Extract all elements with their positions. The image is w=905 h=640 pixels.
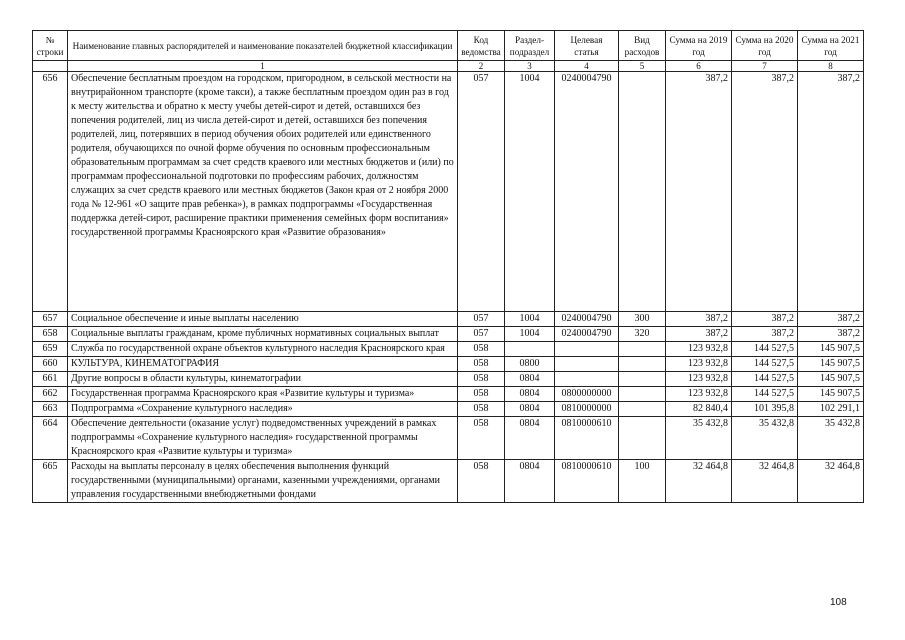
colnum-6: 6 <box>666 61 732 72</box>
row-sum-2019: 35 432,8 <box>666 417 732 460</box>
row-vedomstvo: 058 <box>458 387 505 402</box>
row-number: 659 <box>33 342 68 357</box>
row-number: 664 <box>33 417 68 460</box>
row-sum-2021: 145 907,5 <box>798 357 864 372</box>
table-row <box>33 402 864 417</box>
row-statya: 0800000000 <box>555 387 619 402</box>
row-sum-2019: 32 464,8 <box>666 460 732 503</box>
row-sum-2020: 32 464,8 <box>732 460 798 503</box>
header-row-number: № строки <box>33 31 68 61</box>
row-sum-2019: 123 932,8 <box>666 357 732 372</box>
row-vid: 300 <box>619 312 666 327</box>
colnum-8: 8 <box>798 61 864 72</box>
row-sum-2019: 387,2 <box>666 312 732 327</box>
page-number: 108 <box>830 597 847 608</box>
row-sum-2021: 145 907,5 <box>798 372 864 387</box>
colnum-1: 1 <box>68 61 458 72</box>
row-sum-2021: 387,2 <box>798 327 864 342</box>
table-row <box>33 387 864 402</box>
row-number: 658 <box>33 327 68 342</box>
row-sum-2021: 145 907,5 <box>798 342 864 357</box>
row-vedomstvo: 058 <box>458 357 505 372</box>
row-vid <box>619 372 666 387</box>
row-vedomstvo: 057 <box>458 312 505 327</box>
row-statya: 0810000000 <box>555 402 619 417</box>
row-razdel: 1004 <box>505 72 555 312</box>
row-statya <box>555 357 619 372</box>
row-statya: 0240004790 <box>555 312 619 327</box>
row-vid <box>619 402 666 417</box>
header-razdel: Раздел-подраздел <box>505 31 555 61</box>
row-razdel: 0804 <box>505 387 555 402</box>
row-statya <box>555 342 619 357</box>
table-row <box>33 357 864 372</box>
row-razdel: 1004 <box>505 312 555 327</box>
row-sum-2020: 387,2 <box>732 312 798 327</box>
row-name: Подпрограмма «Сохранение культурного наследия» <box>68 402 458 417</box>
column-number-row <box>33 61 864 72</box>
row-razdel: 1004 <box>505 327 555 342</box>
row-vid: 320 <box>619 327 666 342</box>
row-sum-2021: 145 907,5 <box>798 387 864 402</box>
row-sum-2019: 82 840,4 <box>666 402 732 417</box>
row-razdel: 0804 <box>505 402 555 417</box>
row-name: КУЛЬТУРА, КИНЕМАТОГРАФИЯ <box>68 357 458 372</box>
row-name: Обеспечение деятельности (оказание услуг) подведомственных учреждений в рамках подпрограммы «Сохранение культурного наследия» государственной программы Красноярского края «Развитие культуры и туризма» <box>68 417 458 460</box>
row-sum-2020: 144 527,5 <box>732 387 798 402</box>
table-row <box>33 460 864 503</box>
row-vid <box>619 387 666 402</box>
colnum-4: 4 <box>555 61 619 72</box>
row-sum-2019: 387,2 <box>666 72 732 312</box>
row-name: Расходы на выплаты персоналу в целях обеспечения выполнения функций государственными (муниципальными) органами, казенными учреждениями, органами управления государственными внебюджетными фондами <box>68 460 458 503</box>
row-name: Социальные выплаты гражданам, кроме публичных нормативных социальных выплат <box>68 327 458 342</box>
row-sum-2019: 387,2 <box>666 327 732 342</box>
row-number: 663 <box>33 402 68 417</box>
table-row <box>33 417 864 460</box>
row-sum-2021: 387,2 <box>798 312 864 327</box>
header-row <box>33 31 864 61</box>
row-sum-2020: 101 395,8 <box>732 402 798 417</box>
header-statya: Целевая статья <box>555 31 619 61</box>
row-vedomstvo: 057 <box>458 72 505 312</box>
budget-table <box>32 30 864 503</box>
header-name: Наименование главных распорядителей и наименование показателей бюджетной классификации <box>68 31 458 61</box>
colnum-2: 2 <box>458 61 505 72</box>
row-number: 665 <box>33 460 68 503</box>
row-razdel: 0804 <box>505 460 555 503</box>
row-statya: 0240004790 <box>555 72 619 312</box>
row-vid: 100 <box>619 460 666 503</box>
row-razdel: 0804 <box>505 417 555 460</box>
row-name: Социальное обеспечение и иные выплаты населению <box>68 312 458 327</box>
row-sum-2020: 144 527,5 <box>732 372 798 387</box>
row-sum-2021: 32 464,8 <box>798 460 864 503</box>
row-vedomstvo: 057 <box>458 327 505 342</box>
row-name: Государственная программа Красноярского края «Развитие культуры и туризма» <box>68 387 458 402</box>
row-razdel: 0800 <box>505 357 555 372</box>
table-row <box>33 372 864 387</box>
row-vid <box>619 357 666 372</box>
header-vedomstvo: Код ведомства <box>458 31 505 61</box>
colnum-3: 3 <box>505 61 555 72</box>
table-row <box>33 342 864 357</box>
colnum-7: 7 <box>732 61 798 72</box>
row-sum-2019: 123 932,8 <box>666 372 732 387</box>
row-vedomstvo: 058 <box>458 372 505 387</box>
row-vedomstvo: 058 <box>458 460 505 503</box>
colnum-5: 5 <box>619 61 666 72</box>
row-number: 660 <box>33 357 68 372</box>
row-statya: 0810000610 <box>555 417 619 460</box>
row-number: 662 <box>33 387 68 402</box>
row-sum-2021: 102 291,1 <box>798 402 864 417</box>
row-sum-2021: 387,2 <box>798 72 864 312</box>
row-vid <box>619 417 666 460</box>
table-row <box>33 327 864 342</box>
row-vedomstvo: 058 <box>458 342 505 357</box>
row-sum-2021: 35 432,8 <box>798 417 864 460</box>
table-row <box>33 312 864 327</box>
row-sum-2019: 123 932,8 <box>666 342 732 357</box>
row-statya: 0240004790 <box>555 327 619 342</box>
row-sum-2020: 35 432,8 <box>732 417 798 460</box>
table-row <box>33 72 864 312</box>
row-sum-2020: 144 527,5 <box>732 342 798 357</box>
row-sum-2020: 387,2 <box>732 327 798 342</box>
row-vid <box>619 342 666 357</box>
colnum-0 <box>33 61 68 72</box>
row-name: Служба по государственной охране объектов культурного наследия Красноярского края <box>68 342 458 357</box>
row-sum-2019: 123 932,8 <box>666 387 732 402</box>
row-vedomstvo: 058 <box>458 417 505 460</box>
row-vedomstvo: 058 <box>458 402 505 417</box>
row-sum-2020: 387,2 <box>732 72 798 312</box>
row-razdel <box>505 342 555 357</box>
header-sum-2020: Сумма на 2020 год <box>732 31 798 61</box>
row-statya <box>555 372 619 387</box>
row-sum-2020: 144 527,5 <box>732 357 798 372</box>
row-number: 661 <box>33 372 68 387</box>
row-number: 656 <box>33 72 68 312</box>
header-sum-2021: Сумма на 2021 год <box>798 31 864 61</box>
header-vid: Вид расходов <box>619 31 666 61</box>
row-name: Другие вопросы в области культуры, кинематографии <box>68 372 458 387</box>
row-name: Обеспечение бесплатным проездом на городском, пригородном, в сельской местности на внутрирайонном транспорте (кроме такси), а также бесплатным проездом один раз в год к месту жительства и обратно к месту учебы детей-сирот и детей, оставшихся без попечения родителей, лиц из числа детей-сирот и детей, оставшихся без попечения родителей, лиц, потерявших в период обучения обоих родителей или единственного родителя, обучающихся по очной форме обучения по основным профессиональным образовательным программам за счет средств краевого или местных бюджетов и (или) по программам профессиональной подготовки по профессиям рабочих, должностям служащих за счет средств краевого или местных бюджетов (Закон края от 2 ноября 2000 года № 12-961 «О защите прав ребенка»), в рамках подпрограммы «Государственная поддержка детей-сирот, расширение практики применения семейных форм воспитания» государственной программы Красноярского края «Развитие образования» <box>68 72 458 312</box>
row-number: 657 <box>33 312 68 327</box>
header-sum-2019: Сумма на 2019 год <box>666 31 732 61</box>
row-statya: 0810000610 <box>555 460 619 503</box>
row-vid <box>619 72 666 312</box>
row-razdel: 0804 <box>505 372 555 387</box>
